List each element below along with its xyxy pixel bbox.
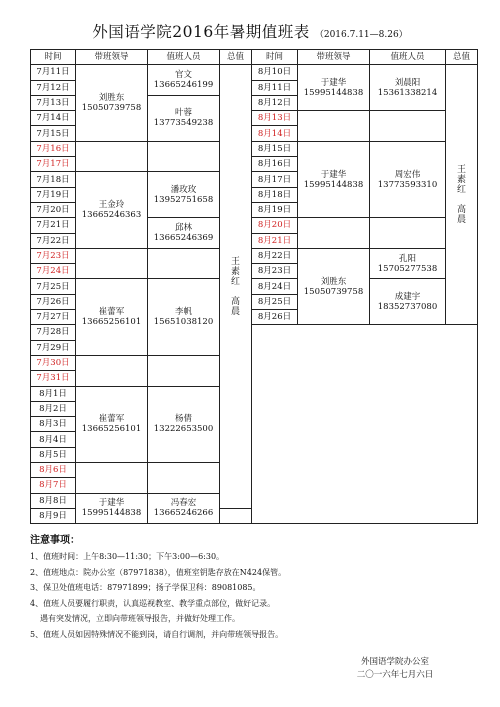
date-cell: 8月15日: [252, 141, 298, 156]
leader-cell: [76, 279, 148, 355]
note-item: 2、值班地点：院办公室（87971838），值班室钥匙存放在N424保管。: [30, 567, 287, 577]
leader-name: 于建华: [98, 498, 125, 509]
empty-cell: [148, 248, 220, 279]
date-cell: 8月23日: [252, 264, 298, 279]
date-cell: 7月29日: [31, 340, 76, 355]
staff-phone: 13773593310: [377, 179, 438, 190]
date-cell: 7月18日: [31, 172, 76, 187]
date-cell: 8月14日: [252, 126, 298, 141]
date-cell: 7月25日: [31, 279, 76, 294]
staff-cell: [148, 65, 220, 96]
empty-cell: [148, 141, 220, 172]
staff-name: 杨倩: [174, 414, 192, 425]
leader-cell: [76, 386, 148, 462]
sign-org: 外国语学院办公室: [360, 657, 429, 667]
date-cell: 8月2日: [31, 401, 76, 416]
chief-cell: [220, 65, 252, 509]
header-staff: 值班人员: [148, 50, 220, 65]
date-cell: 7月28日: [31, 325, 76, 340]
date-cell: 8月6日: [31, 463, 76, 478]
chief-char: [220, 287, 251, 297]
sign-date: 二〇一六年七月六日: [356, 670, 434, 680]
empty-cell: [148, 463, 220, 494]
staff-name: 刘晨阳: [394, 77, 421, 88]
staff-phone: 15651038120: [153, 317, 214, 328]
date-cell: 7月27日: [31, 310, 76, 325]
empty-cell: [220, 508, 252, 523]
title-main: 外国语学院2016年暑期值班表: [92, 23, 310, 41]
staff-cell: [148, 279, 220, 355]
header-staff: 值班人员: [370, 50, 446, 65]
date-cell: 8月25日: [252, 294, 298, 309]
date-cell: 8月4日: [31, 432, 76, 447]
chief-char: 高: [230, 296, 240, 307]
staff-name: 李帆: [174, 307, 192, 318]
date-cell: 8月18日: [252, 187, 298, 202]
staff-phone: 13773549238: [153, 118, 214, 129]
date-cell: 7月26日: [31, 294, 76, 309]
chief-char: 王: [456, 164, 466, 175]
chief-cell: [446, 65, 478, 325]
date-cell: 8月20日: [252, 218, 298, 233]
notes-heading: 注意事项：: [30, 535, 80, 546]
header-time: 时间: [252, 50, 298, 65]
staff-cell: [148, 172, 220, 218]
empty-cell: [370, 218, 446, 249]
date-cell: 7月13日: [31, 95, 76, 110]
staff-name: 孔阳: [398, 253, 416, 264]
blank-area: [252, 325, 478, 524]
header-chief: 总值: [220, 50, 252, 65]
date-cell: 7月21日: [31, 218, 76, 233]
note-item: 3、保卫处值班电话：87971899；扬子学保卫科：89081085。: [30, 583, 261, 592]
leader-name: 崔蕾军: [98, 307, 125, 318]
note-item: 4、值班人员要履行职责，认真巡视教室、教学重点部位，做好记录。: [30, 598, 276, 608]
note-item: 1、值班时间：上午8:30—11:30；下午3:00—6:30。: [30, 552, 225, 561]
leader-name: 于建华: [320, 77, 347, 88]
chief-char: 红: [230, 276, 240, 287]
date-cell: 7月16日: [31, 141, 76, 156]
notes-section: [30, 533, 480, 642]
staff-cell: [148, 95, 220, 141]
chief-char: 素: [230, 266, 240, 277]
empty-cell: [76, 463, 148, 494]
empty-cell: [76, 355, 148, 386]
date-cell: 7月24日: [31, 264, 76, 279]
empty-cell: [76, 141, 148, 172]
date-cell: 8月13日: [252, 111, 298, 126]
date-cell: 8月1日: [31, 386, 76, 401]
date-cell: 8月8日: [31, 493, 76, 508]
staff-cell: [370, 279, 446, 325]
date-cell: 7月17日: [31, 157, 76, 172]
signature-block: [330, 656, 460, 682]
staff-name: 潘玫玫: [170, 184, 197, 195]
date-cell: 8月21日: [252, 233, 298, 248]
chief-char: 红: [456, 184, 466, 195]
chief-char: 王: [230, 256, 240, 267]
date-cell: 8月7日: [31, 478, 76, 493]
staff-name: 冯春宏: [170, 498, 197, 509]
leader-name: 于建华: [320, 169, 347, 180]
staff-phone: 15705277538: [377, 263, 438, 274]
leader-cell: [76, 65, 148, 141]
leader-phone: 15995144838: [303, 179, 364, 190]
empty-cell: [76, 248, 148, 279]
date-cell: 7月30日: [31, 355, 76, 370]
staff-cell: [148, 218, 220, 249]
date-cell: 7月19日: [31, 187, 76, 202]
leader-cell: [298, 248, 370, 324]
header-chief: 总值: [446, 50, 478, 65]
empty-cell: [370, 111, 446, 142]
chief-char: 晨: [456, 214, 466, 225]
empty-cell: [298, 218, 370, 249]
page-title: [0, 20, 500, 42]
date-cell: 7月22日: [31, 233, 76, 248]
date-cell: 8月5日: [31, 447, 76, 462]
schedule-table: [30, 49, 478, 524]
date-cell: 7月31日: [31, 371, 76, 386]
chief-char: 高: [456, 204, 466, 215]
date-cell: 8月10日: [252, 65, 298, 80]
date-cell: 7月23日: [31, 248, 76, 263]
date-cell: 7月14日: [31, 111, 76, 126]
leader-cell: [298, 141, 370, 217]
header-leader: 带班领导: [298, 50, 370, 65]
chief-char: 素: [456, 174, 466, 185]
staff-name: 周宏伟: [394, 169, 421, 180]
staff-cell: [370, 141, 446, 217]
date-cell: 8月9日: [31, 508, 76, 523]
note-item: 遇有突发情况，立即向带班领导报告，并做好处理工作。: [40, 614, 240, 623]
title-date: （2016.7.11—8.26）: [314, 30, 408, 40]
header-leader: 带班领导: [76, 50, 148, 65]
staff-phone: 13952751658: [153, 194, 214, 205]
leader-name: 刘胜东: [320, 276, 347, 287]
header-time: 时间: [31, 50, 76, 65]
date-cell: 8月17日: [252, 172, 298, 187]
staff-phone: 15361338214: [377, 87, 438, 98]
staff-cell: [370, 248, 446, 279]
date-cell: 8月11日: [252, 80, 298, 95]
staff-phone: 13665246369: [153, 233, 214, 244]
chief-char: 晨: [230, 306, 240, 317]
leader-phone: 13665246363: [81, 210, 142, 221]
date-cell: 7月11日: [31, 65, 76, 80]
staff-name: 叶蓉: [174, 108, 192, 119]
note-item: 5、值班人员如因特殊情况不能到岗，请自行调剂，并向带班领导报告。: [30, 629, 284, 639]
leader-cell: [76, 172, 148, 248]
date-cell: 8月26日: [252, 310, 298, 325]
date-cell: 7月15日: [31, 126, 76, 141]
staff-name: 成建宇: [394, 291, 421, 302]
leader-cell: [76, 493, 148, 524]
leader-name: 崔蕾军: [98, 414, 125, 425]
leader-phone: 15050739758: [81, 103, 142, 114]
staff-cell: [148, 386, 220, 462]
leader-phone: 15995144838: [81, 508, 142, 519]
leader-phone: 13665256101: [81, 317, 142, 328]
staff-phone: 13222653500: [153, 424, 214, 435]
date-cell: 8月3日: [31, 417, 76, 432]
staff-cell: [370, 65, 446, 111]
empty-cell: [148, 355, 220, 386]
staff-phone: 13665246266: [153, 508, 214, 519]
date-cell: 8月22日: [252, 248, 298, 263]
leader-name: 刘胜东: [98, 93, 125, 104]
date-cell: 7月12日: [31, 80, 76, 95]
leader-phone: 15995144838: [303, 87, 364, 98]
staff-phone: 18352737080: [377, 301, 438, 312]
header-row: [31, 50, 478, 65]
date-cell: 8月19日: [252, 202, 298, 217]
staff-name: 邱林: [174, 223, 192, 234]
staff-phone: 13665246199: [153, 80, 214, 91]
date-cell: 8月12日: [252, 95, 298, 110]
staff-cell: [148, 493, 220, 524]
empty-cell: [298, 111, 370, 142]
date-cell: 8月16日: [252, 157, 298, 172]
staff-name: 官文: [174, 70, 192, 81]
date-cell: 8月24日: [252, 279, 298, 294]
leader-phone: 13665256101: [81, 424, 142, 435]
leader-phone: 15050739758: [303, 286, 364, 297]
chief-char: [446, 195, 477, 205]
leader-name: 王金玲: [98, 200, 125, 211]
leader-cell: [298, 65, 370, 111]
date-cell: 7月20日: [31, 202, 76, 217]
